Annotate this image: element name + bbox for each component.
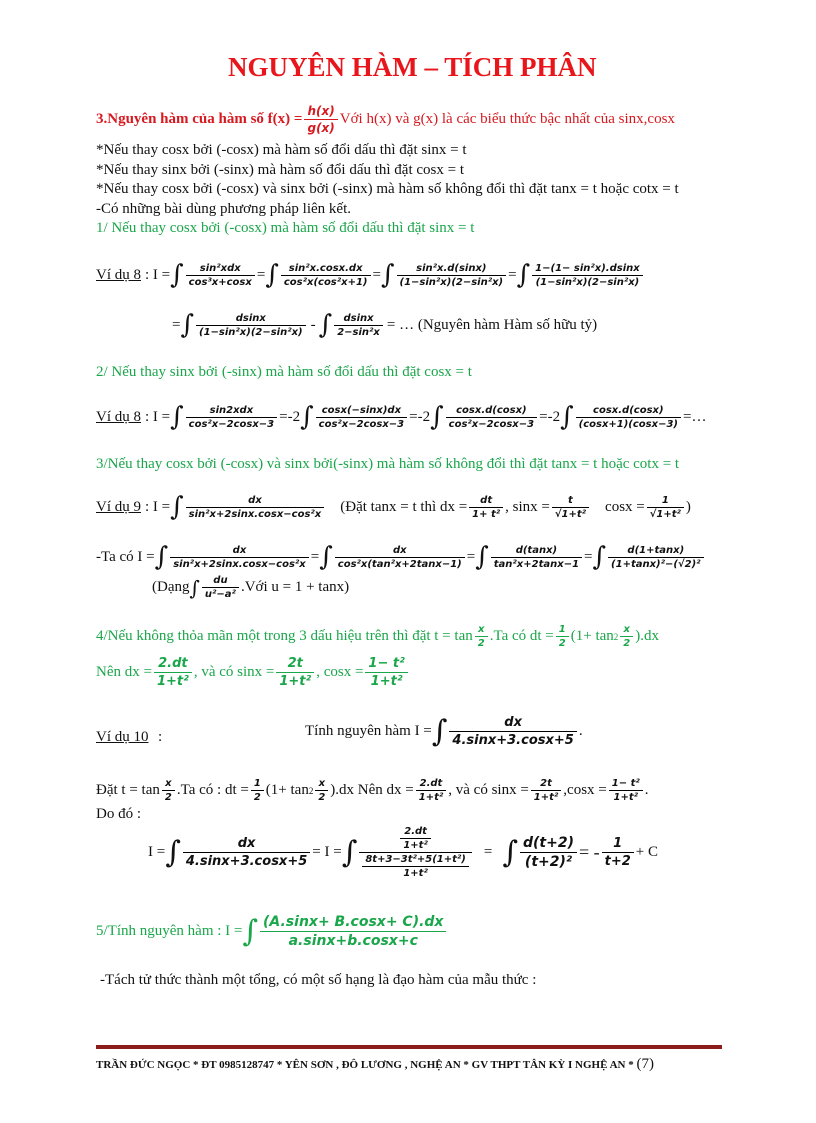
integral-sign: ∫ (265, 260, 279, 290)
integral-sign: ∫ (170, 492, 184, 522)
integral-sign: ∫ (502, 835, 518, 870)
rules-list (96, 141, 679, 219)
fraction: $\frac{x}{2}$ (315, 778, 328, 803)
case-3-heading: 3/Nếu thay cosx bởi (-cosx) và sinx bởi(-sinx) mà hàm số không đổi thì đặt tanx = t hoặc cotx = t (96, 456, 680, 472)
fraction: $\frac{x}{2}$ (620, 624, 633, 649)
fraction: $\frac{dsinx}{\text{2−sin²x}}$ (334, 313, 383, 338)
example-label: Ví dụ 9 (96, 498, 141, 515)
fraction: $\frac{dx}{\text{sin²x+2sinx.cosx−cos²x}}$ (186, 495, 325, 520)
case-5-note: -Tách tử thức thành một tổng, có một số hạng là đạo hàm của mẫu thức : (100, 972, 537, 988)
do-do: Do đó : (96, 806, 141, 822)
fraction: $\frac{x}{2}$ (162, 778, 175, 803)
integral-sign: ∫ (170, 402, 184, 432)
integral-sign: ∫ (170, 260, 184, 290)
fraction: $\frac{dsinx}{\text{(1−sin²x)(2−sin²x)}}$ (196, 313, 306, 338)
integral-sign: ∫ (319, 542, 333, 572)
fraction: $\frac{dx}{4.\sin x+3.\cos x+5}$ (183, 836, 310, 869)
footer (96, 1056, 654, 1073)
rule-2: *Nếu thay sinx bởi (-sinx) mà hàm số đổi dấu thì đặt cosx = t (96, 161, 465, 178)
case-1-heading: 1/ Nếu thay cosx bởi (-cosx) mà hàm số đổi dấu thì đặt sinx = t (96, 220, 475, 236)
integral-sign: ∫ (318, 310, 333, 340)
section-3-tail: Với h(x) và g(x) là các biểu thức bậc nhất của sinx,cosx (339, 111, 675, 127)
page-number: (7) (636, 1056, 654, 1072)
integral-sign: ∫ (180, 310, 195, 340)
integral-sign: ∫ (560, 402, 574, 432)
example-10-colon: : (158, 729, 163, 745)
compound-fraction: $\frac{\frac{2.dt}{\text{1+t²}}}{\frac{\text{8t+3−3t²+5(1+t²)}}{\text{1+t²}}}$ (359, 826, 472, 879)
section-3-heading (96, 104, 675, 135)
case-5-heading: 5/Tính nguyên hàm : I = ∫ $\frac{(A.\sin x+ B.\cos x+ C).dx}{a.\sin x+b.\cos x+c}$ (96, 914, 448, 949)
fraction: $\frac{\text{1− t²}}{\text{1+t²}}$ (365, 656, 407, 689)
fraction: $\frac{d(t+2)}{\text{(t+2)²}}$ (520, 835, 577, 870)
fraction: $\frac{dx}{4.\sin x+3.\cos x+5}$ (449, 715, 576, 748)
example-9-line-3: (Dạng ∫ $\frac{du}{\text{u²−a²}}$ .Với u = 1 + tanx) (152, 575, 350, 600)
case-4-substitution: Nên dx = $\frac{2.dt}{\text{1+t²}}$ , và có sinx = $\frac{2t}{\text{1+t²}}$ , cosx = $\frac{\text{1− t²}}{\text{1+t²}}$ (96, 656, 410, 689)
example-10-solution: I = ∫ $\frac{dx}{4.\sin x+3.\cos x+5}$ = I = ∫ $\frac{\frac{2.dt}{\text{1+t²}}}{\frac{\text{8t+3−3t²+5(1+t²)}}{\text{1+t²}}}$ = ∫ $\frac{d(t+2)}{\text{(t+2)²}}$ = - $\frac{1}{t+2}$ + C (148, 826, 658, 879)
fraction: $\frac{\text{1−(1− sin²x).dsinx}}{\text{(1−sin²x)(2−sin²x)}}$ (532, 263, 643, 288)
example-9-line-1: Ví dụ 9 : I = ∫ $\frac{dx}{\text{sin²x+2sinx.cosx−cos²x}}$ (Đặt tanx = t thì dx = $\frac{dt}{\text{1+ t²}}$ , sinx = $\frac{t}{\text{√1+t²}}$ cosx = $\frac{1}{\text{√1+t²}}$ ) (96, 492, 691, 522)
fraction: $\frac{\text{1− t²}}{\text{1+t²}}$ (609, 778, 643, 803)
fraction: $\frac{\text{sin²x.cosx.dx}}{\text{cos²x(cos²x+1)}}$ (281, 263, 371, 288)
example-label: Ví dụ 8 (96, 408, 141, 425)
fraction: $\frac{\cos x.d(\cos x)}{(\cos x+1)(\cos x-3)}$ (576, 405, 681, 430)
hx-gx-fraction: $\frac{h(x)}{g(x)}$ (304, 104, 337, 135)
example-8a-line-1: Ví dụ 8 : I = ∫ $\frac{\text{sin²xdx}}{\text{cos³x+cosx}}$ = ∫ $\frac{\text{sin²x.cosx.dx}}{\text{cos²x(cos²x+1)}}$ = ∫ $\frac{\text{sin²x.d(sinx)}}{\text{(1−sin²x)(2−sin²x)}}$ = ∫ $\frac{\text{1−(1− sin²x).dsinx}}{\text{(1−sin²x)(2−sin²x)}}$ (96, 260, 645, 290)
rule-4: -Có những bài dùng phương pháp liên kết. (96, 200, 351, 217)
fraction: $\frac{\cos x.d(\cos x)}{\text{cos²x−2cosx−3}}$ (446, 405, 537, 430)
integral-sign: ∫ (592, 542, 607, 572)
fraction: $\frac{dt}{\text{1+ t²}}$ (469, 495, 503, 520)
fraction: $\frac{du}{\text{u²−a²}}$ (202, 575, 239, 600)
page-title: NGUYÊN HÀM – TÍCH PHÂN (228, 52, 597, 82)
integral-sign: ∫ (165, 835, 181, 870)
fraction: $\frac{2t}{\text{1+t²}}$ (531, 778, 562, 803)
fraction: $\frac{1}{\text{√1+t²}}$ (647, 495, 684, 520)
fraction: $\frac{(A.\sin x+ B.\cos x+ C).dx}{a.\sin x+b.\cos x+c}$ (260, 914, 446, 949)
example-10-substitution: Đặt t = tan $\frac{x}{2}$ .Ta có : dt = $\frac{1}{2}$ (1+ tan 2 $\frac{x}{2}$ ).dx Nên dx = $\frac{2.dt}{\text{1+t²}}$ , và có sinx = $\frac{2t}{\text{1+t²}}$ ,cosx = $\frac{\text{1− t²}}{\text{1+t²}}$ . (96, 778, 649, 803)
integral-sign: ∫ (300, 402, 314, 432)
integral-sign: ∫ (430, 402, 444, 432)
integral-sign: ∫ (341, 835, 358, 870)
integral-sign: ∫ (431, 714, 448, 749)
fraction: $\frac{1}{2}$ (251, 778, 264, 803)
fraction: $\frac{\cos x(-\sin x)dx}{\text{cos²x−2cosx−3}}$ (316, 405, 407, 430)
example-10-label: Ví dụ 10 (96, 729, 149, 745)
rule-3: *Nếu thay cosx bởi (-cosx) và sinx bởi (-sinx) mà hàm số không đổi thì đặt tanx = t hoặc cotx = t (96, 181, 679, 197)
fraction: $\frac{d(\tan x)}{\text{tan²x+2tanx−1}}$ (491, 545, 582, 570)
example-8b-line: Ví dụ 8 : I = ∫ $\frac{\text{sin2xdx}}{\text{cos²x−2cosx−3}}$ = -2 ∫ $\frac{\cos x(-\sin x)dx}{\text{cos²x−2cosx−3}}$ = -2 ∫ $\frac{\cos x.d(\cos x)}{\text{cos²x−2cosx−3}}$ = -2 ∫ $\frac{\cos x.d(\cos x)}{(\cos x+1)(\cos x-3)}$ =… (96, 402, 707, 432)
case-4-heading: 4/Nếu không thỏa mãn một trong 3 dấu hiệu trên thì đặt t = tan $\frac{x}{2}$ .Ta có dt = $\frac{1}{2}$ (1+ tan 2 $\frac{x}{2}$ ).dx (96, 624, 659, 649)
footer-rule (96, 1045, 722, 1049)
fraction: $\frac{dx}{\text{cos²x(tan²x+2tanx−1)}}$ (335, 545, 465, 570)
integral-sign: ∫ (380, 260, 395, 290)
fraction: $\frac{d(1+\tan x)}{\text{(1+tanx)²−(√2)²}}$ (608, 545, 703, 570)
example-colon: : I = (145, 266, 171, 283)
example-8a-line-2: = ∫ $\frac{dsinx}{\text{(1−sin²x)(2−sin²x)}}$ - ∫ $\frac{dsinx}{\text{2−sin²x}}$ = … (Nguyên hàm Hàm số hữu tỷ) (172, 310, 598, 340)
integral-sign: ∫ (189, 575, 200, 600)
rule-1: *Nếu thay cosx bởi (-cosx) mà hàm số đổi dấu thì đặt sinx = t (96, 142, 467, 158)
fraction: $\frac{2.dt}{\text{1+t²}}$ (416, 778, 447, 803)
example-9-line-2: -Ta có I = ∫ $\frac{dx}{\text{sin²x+2sinx.cosx−cos²x}}$ = ∫ $\frac{dx}{\text{cos²x(tan²x+2tanx−1)}}$ = ∫ $\frac{d(\tan x)}{\text{tan²x+2tanx−1}}$ = ∫ $\frac{d(1+\tan x)}{\text{(1+tanx)²−(√2)²}}$ (96, 542, 706, 572)
integral-sign: ∫ (516, 260, 531, 290)
section-3-label: 3.Nguyên hàm của hàm số f(x) = (96, 111, 303, 127)
example-label: Ví dụ 8 (96, 266, 141, 283)
fraction: $\frac{1}{2}$ (556, 624, 569, 649)
example-10-statement: Tính nguyên hàm I = ∫ $\frac{dx}{4.\sin x+3.\cos x+5}$ . (305, 714, 583, 749)
fraction: $\frac{2t}{\text{1+t²}}$ (276, 656, 314, 689)
fraction: $\frac{\text{sin²x.d(sinx)}}{\text{(1−sin²x)(2−sin²x)}}$ (397, 263, 507, 288)
fraction: $\frac{1}{t+2}$ (602, 836, 634, 869)
integral-sign: ∫ (475, 542, 489, 572)
fraction: $\frac{dx}{\text{sin²x+2sinx.cosx−cos²x}}$ (170, 545, 309, 570)
fraction: $\frac{x}{2}$ (475, 624, 488, 649)
integral-sign: ∫ (154, 542, 169, 572)
integral-sign: ∫ (242, 914, 258, 949)
fraction: $\frac{2.dt}{\text{1+t²}}$ (154, 656, 192, 689)
footer-text: TRẦN ĐỨC NGỌC * ĐT 0985128747 * YÊN SƠN , ĐÔ LƯƠNG , NGHỆ AN * GV THPT TÂN KỲ I NGHỆ AN * (96, 1059, 634, 1071)
fraction: $\frac{\text{sin2xdx}}{\text{cos²x−2cosx−3}}$ (186, 405, 277, 430)
fraction: $\frac{\text{sin²xdx}}{\text{cos³x+cosx}}$ (186, 263, 255, 288)
case-1-tail: = … (Nguyên hàm Hàm số hữu tỷ) (386, 316, 598, 333)
case-2-heading: 2/ Nếu thay sinx bởi (-sinx) mà hàm số đổi dấu thì đặt cosx = t (96, 364, 472, 380)
fraction: $\frac{t}{\text{√1+t²}}$ (552, 495, 589, 520)
